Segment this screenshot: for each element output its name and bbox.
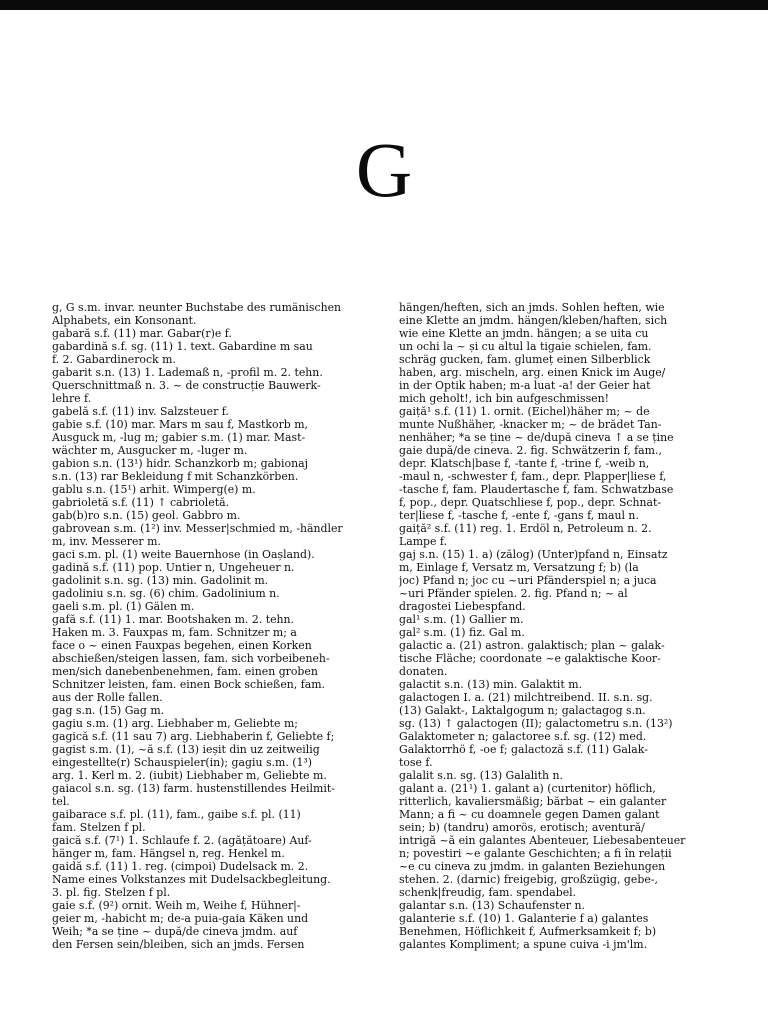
dictionary-line: schenk|freudig, fam. spendabel. [399, 886, 577, 899]
dictionary-line: un ochi la ~ și cu altul la tigaie schielen, fam. [399, 340, 652, 353]
dictionary-line: intrigă ~ă ein galantes Abenteuer, Liebesabenteuer [399, 834, 686, 847]
dictionary-line: nenhäher; *a se ține ~ de/după cineva ↑ a se ține [399, 431, 674, 444]
dictionary-line: dragostei Liebespfand. [399, 600, 526, 613]
dictionary-line: eingestellte(r) Schauspieler(in); gagiu s.m. (1³) [52, 756, 313, 769]
dictionary-line: ~uri Pfänder spielen. 2. fig. Pfand n; ~ al [399, 587, 628, 600]
dictionary-line: (13) Galakt-, Laktalgogum n; galactagog s.n. [399, 704, 646, 717]
right-column [399, 301, 767, 951]
dictionary-line: tel. [52, 795, 70, 808]
dictionary-line: gaiacol s.n. sg. (13) farm. hustenstillendes Heilmit- [52, 782, 335, 795]
dictionary-line: galantes Kompliment; a spune cuiva -i jm'lm. [399, 938, 648, 951]
dictionary-line: Haken m. 3. Fauxpas m, fam. Schnitzer m; a [52, 626, 297, 639]
dictionary-line: schräg gucken, fam. glumeț einen Silberblick [399, 353, 651, 366]
dictionary-line: Schnitzer leisten, fam. einen Bock schießen, fam. [52, 678, 326, 691]
dictionary-line: gaiță¹ s.f. (11) 1. ornit. (Eichel)häher m; ~ de [399, 405, 650, 418]
dictionary-line: wächter m, Ausgucker m, -luger m. [52, 444, 248, 457]
dictionary-line: Lampe f. [399, 535, 448, 548]
section-letter-heading: G [355, 126, 413, 213]
dictionary-line: gaeli s.m. pl. (1) Gälen m. [52, 600, 195, 613]
dictionary-line: s.n. (13) rar Bekleidung f mit Schanzkörben. [52, 470, 299, 483]
dictionary-line: hängen/heften, sich an jmds. Sohlen heften, wie [399, 301, 665, 314]
dictionary-line: galactogen I. a. (21) milchtreibend. II. s.n. sg. [399, 691, 653, 704]
dictionary-line: g, G s.m. invar. neunter Buchstabe des rumänischen [52, 301, 342, 314]
dictionary-line: 3. pl. fig. Stelzen f pl. [52, 886, 171, 899]
dictionary-line: gaci s.m. pl. (1) weite Bauernhose (in Oașland). [52, 548, 315, 561]
dictionary-line: gagist s.m. (1), ~ă s.f. (13) ieșit din uz zeitweilig [52, 743, 320, 756]
dictionary-line: galactit s.n. (13) min. Galaktit m. [399, 678, 583, 691]
top-rule [0, 0, 768, 10]
dictionary-line: gabară s.f. (11) mar. Gabar(r)e f. [52, 327, 232, 340]
dictionary-line: Mann; a fi ~ cu doamnele gegen Damen galant [399, 808, 660, 821]
dictionary-line: geier m, -habicht m; de-a puia-gaia Käken und [52, 912, 309, 925]
dictionary-line: gaie după/de cineva. 2. fig. Schwätzerin f, fam., [399, 444, 662, 457]
left-column [52, 301, 387, 951]
dictionary-line: gadină s.f. (11) pop. Untier n, Ungeheuer n. [52, 561, 295, 574]
dictionary-line: donaten. [399, 665, 448, 678]
dictionary-line: haben, arg. mischeln, arg. einen Knick im Auge/ [399, 366, 666, 379]
dictionary-line: gal² s.m. (1) fiz. Gal m. [399, 626, 525, 639]
dictionary-line: stehen. 2. (darnic) freigebig, großzügig, gebe-, [399, 873, 658, 886]
dictionary-line: gal¹ s.m. (1) Gallier m. [399, 613, 524, 626]
dictionary-line: hänger m, fam. Hängsel n, reg. Henkel m. [52, 847, 285, 860]
dictionary-line: tische Fläche; coordonate ~e galaktische Koor- [399, 652, 661, 665]
dictionary-line: gagiu s.m. (1) arg. Liebhaber m, Geliebte m; [52, 717, 298, 730]
dictionary-line: gaică s.f. (7¹) 1. Schlaufe f. 2. (agățătoare) Auf- [52, 834, 312, 847]
dictionary-line: f. 2. Gabardinerock m. [52, 353, 176, 366]
dictionary-line: gadolinit s.n. sg. (13) min. Gadolinit m. [52, 574, 269, 587]
dictionary-line: m, Einlage f, Versatz m, Versatzung f; b) (la [399, 561, 639, 574]
dictionary-line: gadoliniu s.n. sg. (6) chim. Gadolinium n. [52, 587, 280, 600]
dictionary-line: in der Optik haben; m-a luat -a! der Geier hat [399, 379, 651, 392]
dictionary-line: Alphabets, ein Konsonant. [52, 314, 197, 327]
dictionary-line: galanterie s.f. (10) 1. Galanterie f a) galantes [399, 912, 649, 925]
dictionary-line: gab(b)ro s.n. (15) geol. Gabbro m. [52, 509, 241, 522]
dictionary-line: galactic a. (21) astron. galaktisch; plan ~ galak- [399, 639, 665, 652]
dictionary-line: galant a. (21¹) 1. galant a) (curtenitor) höflich, [399, 782, 656, 795]
dictionary-line: aus der Rolle fallen. [52, 691, 163, 704]
dictionary-line: wie eine Klette an jmdn. hängen; a se uita cu [399, 327, 649, 340]
dictionary-line: sg. (13) ↑ galactogen (II); galactometru s.n. (13²) [399, 717, 673, 730]
dictionary-line: gabrioletă s.f. (11) ↑ cabrioletă. [52, 496, 230, 509]
dictionary-line: ter|liese f, -tasche f, -ente f, -gans f, maul n. [399, 509, 639, 522]
dictionary-line: gabardină s.f. sg. (11) 1. text. Gabardine m sau [52, 340, 313, 353]
dictionary-line: den Fersen sein/bleiben, sich an jmds. Fersen [52, 938, 305, 951]
dictionary-line: ritterlich, kavaliersmäßig; bărbat ~ ein galanter [399, 795, 667, 808]
dictionary-line: gaidă s.f. (11) 1. reg. (cimpoi) Dudelsack m. 2. [52, 860, 309, 873]
dictionary-line: -tasche f, fam. Plaudertasche f, fam. Schwatzbase [399, 483, 674, 496]
dictionary-line: Galaktometer n; galactoree s.f. sg. (12) med. [399, 730, 647, 743]
dictionary-line: eine Klette an jmdm. hängen/kleben/haften, sich [399, 314, 668, 327]
dictionary-line: Weih; *a se ține ~ după/de cineva jmdm. auf [52, 925, 298, 938]
dictionary-line: gafă s.f. (11) 1. mar. Bootshaken m. 2. tehn. [52, 613, 295, 626]
dictionary-line: gabelă s.f. (11) inv. Salzsteuer f. [52, 405, 229, 418]
dictionary-line: f, pop., depr. Quatschliese f, pop., depr. Schnat- [399, 496, 662, 509]
dictionary-line: joc) Pfand n; joc cu ~uri Pfänderspiel n; a juca [399, 574, 657, 587]
dictionary-line: m, inv. Messerer m. [52, 535, 161, 548]
dictionary-line: face o ~ einen Fauxpas begehen, einen Korken [52, 639, 312, 652]
dictionary-line: n; povestiri ~e galante Geschichten; a fi în relații [399, 847, 672, 860]
dictionary-line: Benehmen, Höflichkeit f, Aufmerksamkeit f; b) [399, 925, 657, 938]
dictionary-line: sein; b) (tandru) amorös, erotisch; aventură/ [399, 821, 645, 834]
dictionary-line: Ausguck m, -lug m; gabier s.m. (1) mar. Mast- [52, 431, 306, 444]
dictionary-line: galalit s.n. sg. (13) Galalith n. [399, 769, 563, 782]
dictionary-line: Galaktorrhö f, -oe f; galactoză s.f. (11) Galak- [399, 743, 648, 756]
dictionary-line: gagică s.f. (11 sau 7) arg. Liebhaberin f, Geliebte f; [52, 730, 335, 743]
dictionary-line: depr. Klatsch|base f, -tante f, -trine f, -weib n, [399, 457, 650, 470]
dictionary-line: gaiță² s.f. (11) reg. 1. Erdöl n, Petroleum n. 2. [399, 522, 652, 535]
dictionary-line: galantar s.n. (13) Schaufenster n. [399, 899, 585, 912]
dictionary-line: gag s.n. (15) Gag m. [52, 704, 165, 717]
dictionary-line: tose f. [399, 756, 433, 769]
dictionary-line: gabarit s.n. (13) 1. Lademaß n, -profil m. 2. tehn. [52, 366, 323, 379]
dictionary-line: arg. 1. Kerl m. 2. (iubit) Liebhaber m, Geliebte m. [52, 769, 327, 782]
dictionary-line: gabrovean s.m. (1²) inv. Messer|schmied m, -händler [52, 522, 343, 535]
dictionary-line: Querschnittmaß n. 3. ~ de construcție Bauwerk- [52, 379, 321, 392]
dictionary-line: men/sich danebenbenehmen, fam. einen groben [52, 665, 318, 678]
dictionary-line: gaj s.n. (15) 1. a) (zălog) (Unter)pfand n, Einsatz [399, 548, 668, 561]
dictionary-line: mich geholt!, ich bin aufgeschmissen! [399, 392, 610, 405]
dictionary-line: munte Nußhäher, -knacker m; ~ de brădet Tan- [399, 418, 662, 431]
dictionary-line: abschießen/steigen lassen, fam. sich vorbeibeneh- [52, 652, 330, 665]
dictionary-line: gablu s.n. (15¹) arhit. Wimperg(e) m. [52, 483, 256, 496]
dictionary-line: gabion s.n. (13¹) hidr. Schanzkorb m; gabionaj [52, 457, 308, 470]
dictionary-line: gaie s.f. (9²) ornit. Weih m, Weihe f, Hühner|- [52, 899, 301, 912]
dictionary-line: fam. Stelzen f pl. [52, 821, 146, 834]
dictionary-line: gaibarace s.f. pl. (11), fam., gaibe s.f. pl. (11) [52, 808, 301, 821]
dictionary-line: ~e cu cineva zu jmdm. in galanten Beziehungen [399, 860, 666, 873]
dictionary-line: -maul n, -schwester f, fam., depr. Plapper|liese f, [399, 470, 667, 483]
dictionary-line: lehre f. [52, 392, 92, 405]
dictionary-line: gabie s.f. (10) mar. Mars m sau f, Mastkorb m, [52, 418, 309, 431]
dictionary-line: Name eines Volkstanzes mit Dudelsackbegleitung. [52, 873, 331, 886]
